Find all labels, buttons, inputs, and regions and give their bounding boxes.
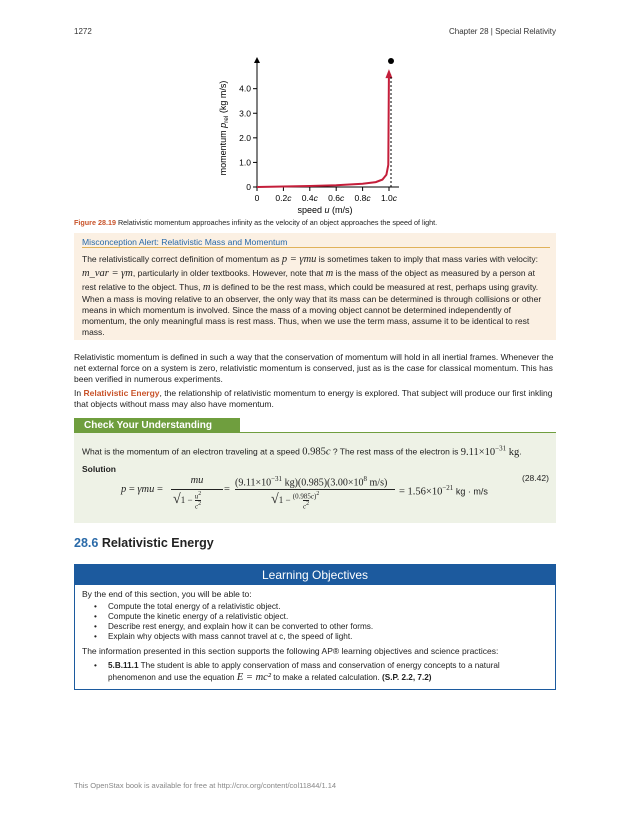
figure-label: Figure 28.19 bbox=[74, 218, 116, 227]
alert-text: is the mass of the object as measured by a person at bbox=[335, 268, 536, 278]
figure-caption bbox=[74, 218, 554, 227]
section-number: 28.6 bbox=[74, 536, 99, 550]
paragraph-energy bbox=[74, 388, 556, 410]
x-tick-label: 0.6c bbox=[328, 193, 345, 203]
x-axis-label: speed u (m/s) bbox=[297, 205, 353, 215]
science-practice: (S.P. 2.2, 7.2) bbox=[382, 673, 432, 682]
x-tick-label: 1.0c bbox=[380, 193, 398, 203]
alert-text: rest relative to the object. Thus, bbox=[82, 282, 201, 292]
mass-symbol: m bbox=[325, 268, 334, 279]
energy-equation: E = mc² bbox=[236, 672, 271, 683]
mass-symbol: m bbox=[202, 282, 211, 293]
result-value: = 1.56×10 bbox=[399, 486, 443, 498]
x-tick-label: 0 bbox=[254, 193, 260, 203]
check-understanding-divider bbox=[74, 432, 556, 433]
result-unit: kg · m/s bbox=[455, 486, 488, 497]
page-footer: This OpenStax book is available for free at http://cnx.org/content/col11844/1.14 bbox=[74, 781, 337, 790]
alert-divider bbox=[82, 247, 550, 248]
y-tick-label: 1.0 bbox=[239, 157, 251, 168]
momentum-chart bbox=[200, 55, 430, 220]
y-tick-label: 0 bbox=[246, 182, 251, 192]
y-tick-label: 4.0 bbox=[239, 83, 251, 94]
question-text: ? The rest mass of the electron is bbox=[332, 446, 459, 457]
x-tick-label: 0.4c bbox=[301, 193, 318, 203]
ap-intro: The information presented in this section supports the following AP® learning objectives and science practices: bbox=[82, 646, 499, 656]
equation-number: (28.42) bbox=[522, 473, 549, 483]
speed-value: 0.985c bbox=[302, 446, 331, 458]
relativistic-energy-link[interactable]: Relativistic Energy bbox=[83, 388, 160, 398]
objective-item: • Explain why objects with mass cannot travel at c, the speed of light. bbox=[94, 632, 353, 641]
objectives-intro: By the end of this section, you will be able to: bbox=[82, 589, 252, 599]
cyu-question: What is the momentum of an electron traveling at a speed 0.985c ? The rest mass of the electron is $9.11\times 10^{-31}$ kg. bbox=[82, 444, 522, 458]
paragraph-text: , the relationship of relativistic momentum to energy is explored. That subject will produce our first inkling that objects without mass may also have momentum. bbox=[74, 388, 553, 409]
electron-mass: $9.11\times 10^{-31}$ kg bbox=[460, 444, 520, 458]
alert-text: The relativistically correct definition of momentum as bbox=[82, 254, 280, 264]
ap-objective-cont: phenomenon and use the equation E = mc² to make a related calculation. (S.P. 2.2, 7.2) bbox=[108, 672, 432, 683]
alert-text: , particularly in older textbooks. However, note that bbox=[132, 268, 324, 278]
figure-caption-text: Relativistic momentum approaches infinity as the velocity of an object approaches the speed of light. bbox=[117, 218, 438, 227]
objective-item: • Compute the total energy of a relativistic object. bbox=[94, 602, 281, 611]
alert-title: Misconception Alert: Relativistic Mass and Momentum bbox=[82, 237, 288, 247]
ap-objective: • 5.B.11.1 The student is able to apply conservation of mass and conservation of energy concepts to a natural bbox=[94, 661, 500, 670]
section-title bbox=[74, 536, 214, 550]
question-text: What is the momentum of an electron traveling at a speed bbox=[82, 446, 300, 457]
alert-line-2 bbox=[82, 268, 552, 279]
momentum-equation: p = γmu bbox=[281, 254, 317, 265]
x-tick-label: 0.8c bbox=[354, 193, 371, 203]
variable-mass-equation: m_var = γm bbox=[82, 268, 133, 279]
y-ticks bbox=[239, 84, 257, 192]
ap-code: 5.B.11.1 bbox=[108, 661, 139, 670]
x-ticks bbox=[255, 187, 398, 203]
alert-text: is defined to be the rest mass, which could be measured at rest, perhaps using gravity. bbox=[212, 282, 539, 292]
paragraph-text: In bbox=[74, 388, 82, 398]
objective-item: • Describe rest energy, and explain how it can be converted to other forms. bbox=[94, 622, 374, 631]
y-axis-label: momentum $p_{rel}$ (kg m/s) bbox=[218, 80, 230, 176]
y-axis-arrow bbox=[254, 57, 260, 63]
learning-objectives-heading: Learning Objectives bbox=[75, 565, 555, 585]
solution-label: Solution bbox=[82, 464, 116, 474]
chart-axes bbox=[254, 57, 399, 187]
solution-equation: p = γmu = mu $√1 - u^2$ $c^2$ = ($9.11\times 10^{-31}$ $kg)(0.985)(3.00\times 10^8$ m/s) $√1 - (0.985c)^2$ $c^2$ = $1.56\times 10^{-21}$ kg · m/s bbox=[121, 475, 488, 511]
curve-arrowhead bbox=[385, 69, 392, 78]
alert-line-3 bbox=[82, 282, 552, 293]
y-tick-label: 2.0 bbox=[239, 132, 251, 143]
alert-text: is sometimes taken to imply that mass varies with velocity: bbox=[318, 254, 538, 264]
alert-body: When a mass is moving relative to an observer, the only way that its mass can be determined is through collisions or other means in which momentum is involved. Since the mass of a moving object cannot be determined independently of momentum, the only meaningful mass is rest mass. Thus, when we use the term mass, assume it to be identical to rest mass. bbox=[82, 294, 542, 337]
y-tick-label: 3.0 bbox=[239, 108, 251, 119]
asymptote-dot bbox=[388, 58, 394, 64]
page-number: 1272 bbox=[74, 27, 92, 36]
x-tick-label: 0.2c bbox=[275, 193, 292, 203]
chapter-header: Chapter 28 | Special Relativity bbox=[448, 27, 556, 36]
alert-line-1 bbox=[82, 254, 552, 265]
section-title-text: Relativistic Energy bbox=[101, 536, 214, 550]
momentum-curve bbox=[257, 76, 389, 187]
paragraph-momentum: Relativistic momentum is defined in such a way that the conservation of momentum will hold in all inertial frames. Whenever the net external force on a system is zero, relativistic momentum is conserved, just as is the case for classical momentum. This has been verified in numerous experiments. bbox=[74, 352, 554, 384]
check-understanding-tab: Check Your Understanding bbox=[74, 418, 240, 433]
objective-item: • Compute the kinetic energy of a relativistic object. bbox=[94, 612, 289, 621]
